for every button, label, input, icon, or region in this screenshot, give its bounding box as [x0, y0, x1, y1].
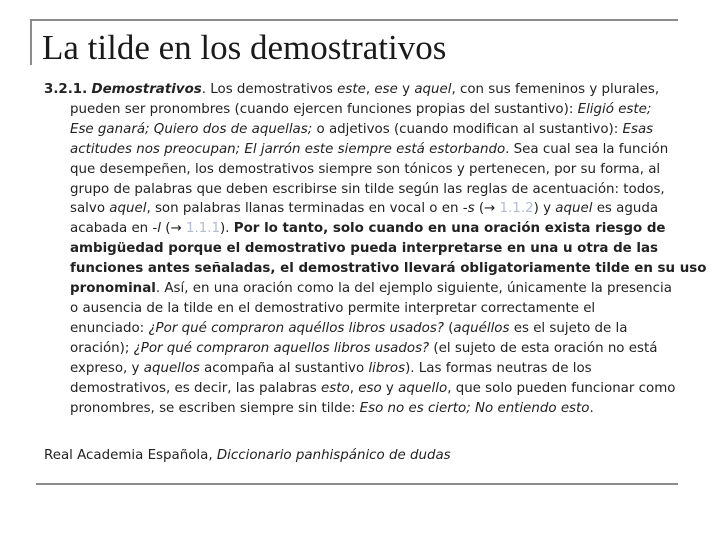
italic-text: aquello	[398, 380, 448, 396]
italic-text: aquel	[109, 201, 147, 217]
frame-top-border	[30, 19, 678, 21]
text-run: acabada en -	[70, 221, 158, 237]
italic-text: ese	[374, 82, 398, 97]
text-run: es el sujeto de la	[509, 320, 628, 336]
text-run: oración);	[70, 340, 134, 356]
italic-text: libros	[368, 360, 406, 376]
heading-punct: .	[201, 82, 207, 97]
italic-text: s	[467, 201, 475, 217]
text-run: enunciado:	[70, 320, 149, 336]
italic-text: Esas	[622, 121, 654, 137]
citation-work: Diccionario panhispánico de dudas	[216, 448, 451, 463]
paragraph-line	[44, 180, 680, 200]
text-run: o adjetivos (cuando modifican al sustantivo):	[312, 121, 623, 137]
italic-text: eso	[358, 380, 382, 396]
text-run: ,	[349, 380, 359, 396]
text-run: grupo de palabras que deben escribirse sin tilde según las reglas de acentuación: todos,	[70, 181, 665, 197]
bold-text: funciones antes señaladas, el demostrativo llevará obligatoriamente tilde en su uso	[70, 261, 707, 277]
bold-text: Por lo tanto, solo cuando en una oración exista riesgo de	[233, 221, 666, 237]
text-run: y	[381, 380, 399, 396]
paragraph-line	[44, 339, 680, 359]
text-run: , con sus femeninos y plurales,	[451, 82, 660, 97]
text-run: (→	[474, 201, 500, 217]
text-run: (el sujeto de esta oración no está	[429, 340, 658, 356]
paragraph-line	[44, 279, 680, 299]
text-run: que desempeñen, los demostrativos siempre son tónicos y pertenecen, por su forma, al	[70, 161, 661, 177]
paragraph-line	[44, 160, 680, 180]
paragraph-line	[44, 379, 680, 399]
italic-text: este	[337, 82, 366, 97]
text-run: demostrativos, es decir, las palabras	[70, 380, 322, 396]
text-run: es aguda	[592, 201, 659, 217]
paragraph-line	[44, 239, 680, 259]
text-run: (	[443, 320, 454, 336]
bold-text: pronominal	[70, 281, 156, 297]
text-run: .	[589, 400, 594, 416]
text-run: ,	[365, 82, 375, 97]
italic-text: ¿Por qué compraron aquellos libros usados?	[133, 340, 430, 356]
text-run: salvo	[70, 201, 110, 217]
paragraph-line	[44, 359, 680, 379]
text-run: . Así, en una oración como la del ejemplo siguiente, únicamente la presencia	[155, 281, 672, 297]
text-run: ). Las formas neutras de los	[405, 360, 592, 376]
text-run: y	[397, 82, 415, 97]
text-run: pronombres, se escriben siempre sin tilde:	[70, 400, 360, 416]
cross-reference-link[interactable]: 1.1.1	[185, 221, 221, 237]
paragraph-line	[44, 80, 680, 100]
frame-bottom-border	[36, 483, 678, 485]
paragraph-line	[44, 319, 680, 339]
text-run: acompaña al sustantivo	[199, 360, 369, 376]
section-heading-text: Demostrativos	[91, 82, 202, 97]
italic-text: aquellos	[143, 360, 200, 376]
paragraph-line	[44, 199, 680, 219]
text-run: pueden ser pronombres (cuando ejercen funciones propias del sustantivo):	[70, 101, 578, 117]
cross-reference-link[interactable]: 1.1.2	[499, 201, 534, 217]
italic-text: ¿Por qué compraron aquéllos libros usados?	[148, 320, 444, 336]
paragraph-line	[44, 100, 680, 120]
italic-text: Eso no es cierto; No entiendo esto	[359, 400, 590, 416]
body-paragraph	[44, 80, 707, 418]
text-run: expreso, y	[70, 360, 144, 376]
frame-left-border	[30, 19, 32, 65]
text-run: ).	[220, 221, 234, 237]
italic-text: l	[157, 221, 161, 237]
italic-text: aquéllos	[453, 320, 510, 336]
text-run: Los demostrativos	[206, 82, 338, 97]
page-title: La tilde en los demostrativos	[42, 28, 447, 67]
text-run: , que solo pueden funcionar como	[447, 380, 676, 396]
italic-text: aquel	[414, 82, 452, 97]
italic-text: esto	[321, 380, 350, 396]
text-run: , son palabras llanas terminadas en vocal o en -	[146, 201, 468, 217]
text-run: ) y	[533, 201, 556, 217]
bold-text: ambigüedad porque el demostrativo pueda interpretarse en una u otra de las	[70, 241, 659, 257]
citation-author: Real Academia Española,	[44, 448, 217, 463]
text-run: (→	[161, 221, 186, 237]
paragraph-line	[44, 299, 680, 319]
italic-text: aquel	[555, 201, 593, 217]
italic-text: Ese ganará; Quiero dos de aquellas;	[70, 121, 313, 137]
section-number: 3.2.1.	[44, 82, 88, 97]
paragraph-line	[44, 140, 680, 160]
paragraph-line	[44, 219, 680, 239]
paragraph-line	[44, 120, 680, 140]
citation	[44, 446, 451, 466]
italic-text: actitudes nos preocupan; El jarrón este siempre está estorbando	[70, 141, 506, 157]
paragraph-line	[44, 399, 680, 419]
paragraph-line	[44, 259, 707, 279]
italic-text: Eligió este;	[577, 101, 652, 117]
text-run: o ausencia de la tilde en el demostrativo permite interpretar correctamente el	[70, 300, 596, 316]
section-heading	[91, 82, 201, 97]
text-run: . Sea cual sea la función	[505, 141, 669, 157]
